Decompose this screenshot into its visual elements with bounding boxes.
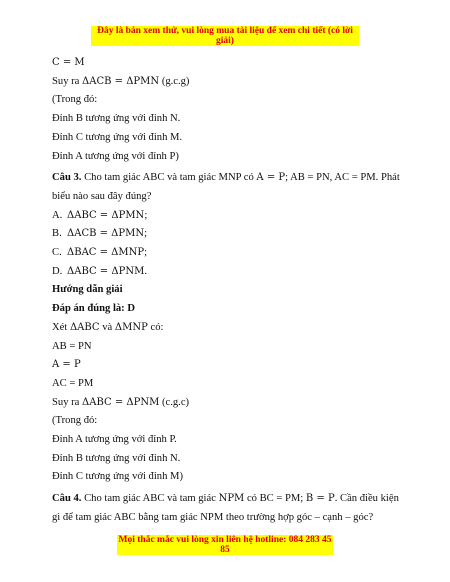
option-b: B. ΔACB = ΔPMN; bbox=[52, 228, 148, 240]
conclusion-line: Suy ra ΔACB = ΔPMN (g.c.g) bbox=[52, 75, 190, 87]
note-open: (Trong đó: bbox=[52, 94, 98, 106]
vertex-correspondence: Đỉnh C tương ứng với đỉnh M. bbox=[52, 131, 183, 143]
option-d: D. ΔABC = ΔPNM. bbox=[52, 265, 147, 277]
footer-banner: Mọi thắc mắc vui lòng xin liên hệ hotline: 084 283 45 85 bbox=[118, 535, 332, 555]
note-open: (Trong đó: bbox=[52, 415, 98, 427]
solution-conclusion: Suy ra ΔABC = ΔPNM (c.g.c) bbox=[52, 396, 190, 408]
consider-line: Xét ΔABC và ΔMNP có: bbox=[52, 321, 164, 333]
question-4: Câu 4. Cho tam giác ABC và tam giác NPM có BC = PM; B = P. Cần điều kiện gì để tam giác ABC bằng tam giác NPM theo trường hợp góc – cạnh – góc? bbox=[52, 493, 399, 523]
question-3: Câu 3. Cho tam giác ABC và tam giác MNP có A = P; AB = PN, AC = PM. Phát biểu nào sau đây đúng? bbox=[52, 172, 400, 202]
vertex-correspondence: Đỉnh B tương ứng với đỉnh N. bbox=[52, 113, 181, 125]
document-body bbox=[52, 54, 404, 528]
vertex-correspondence: Đỉnh A tương ứng với đỉnh P) bbox=[52, 150, 179, 162]
solution-step: A = P bbox=[52, 359, 81, 371]
solution-heading: Hướng dẫn giải bbox=[52, 284, 123, 296]
correct-answer: Đáp án đúng là: D bbox=[52, 303, 136, 315]
solution-step: AB = PN bbox=[52, 340, 92, 352]
header-banner: Đây là bản xem thử, vui lòng mua tài liệu để xem chi tiết (có lời giải) bbox=[91, 26, 359, 46]
option-a: A. ΔABC = ΔPMN; bbox=[52, 209, 148, 221]
option-c: C. ΔBAC = ΔMNP; bbox=[52, 247, 148, 259]
angle-equality-c-m: C = M bbox=[52, 57, 85, 68]
solution-step: AC = PM bbox=[52, 377, 94, 389]
vertex-correspondence: Đỉnh A tương ứng với đỉnh P. bbox=[52, 434, 177, 446]
vertex-correspondence: Đỉnh B tương ứng với đỉnh N. bbox=[52, 452, 181, 464]
vertex-correspondence: Đỉnh C tương ứng với đỉnh M) bbox=[52, 471, 183, 483]
